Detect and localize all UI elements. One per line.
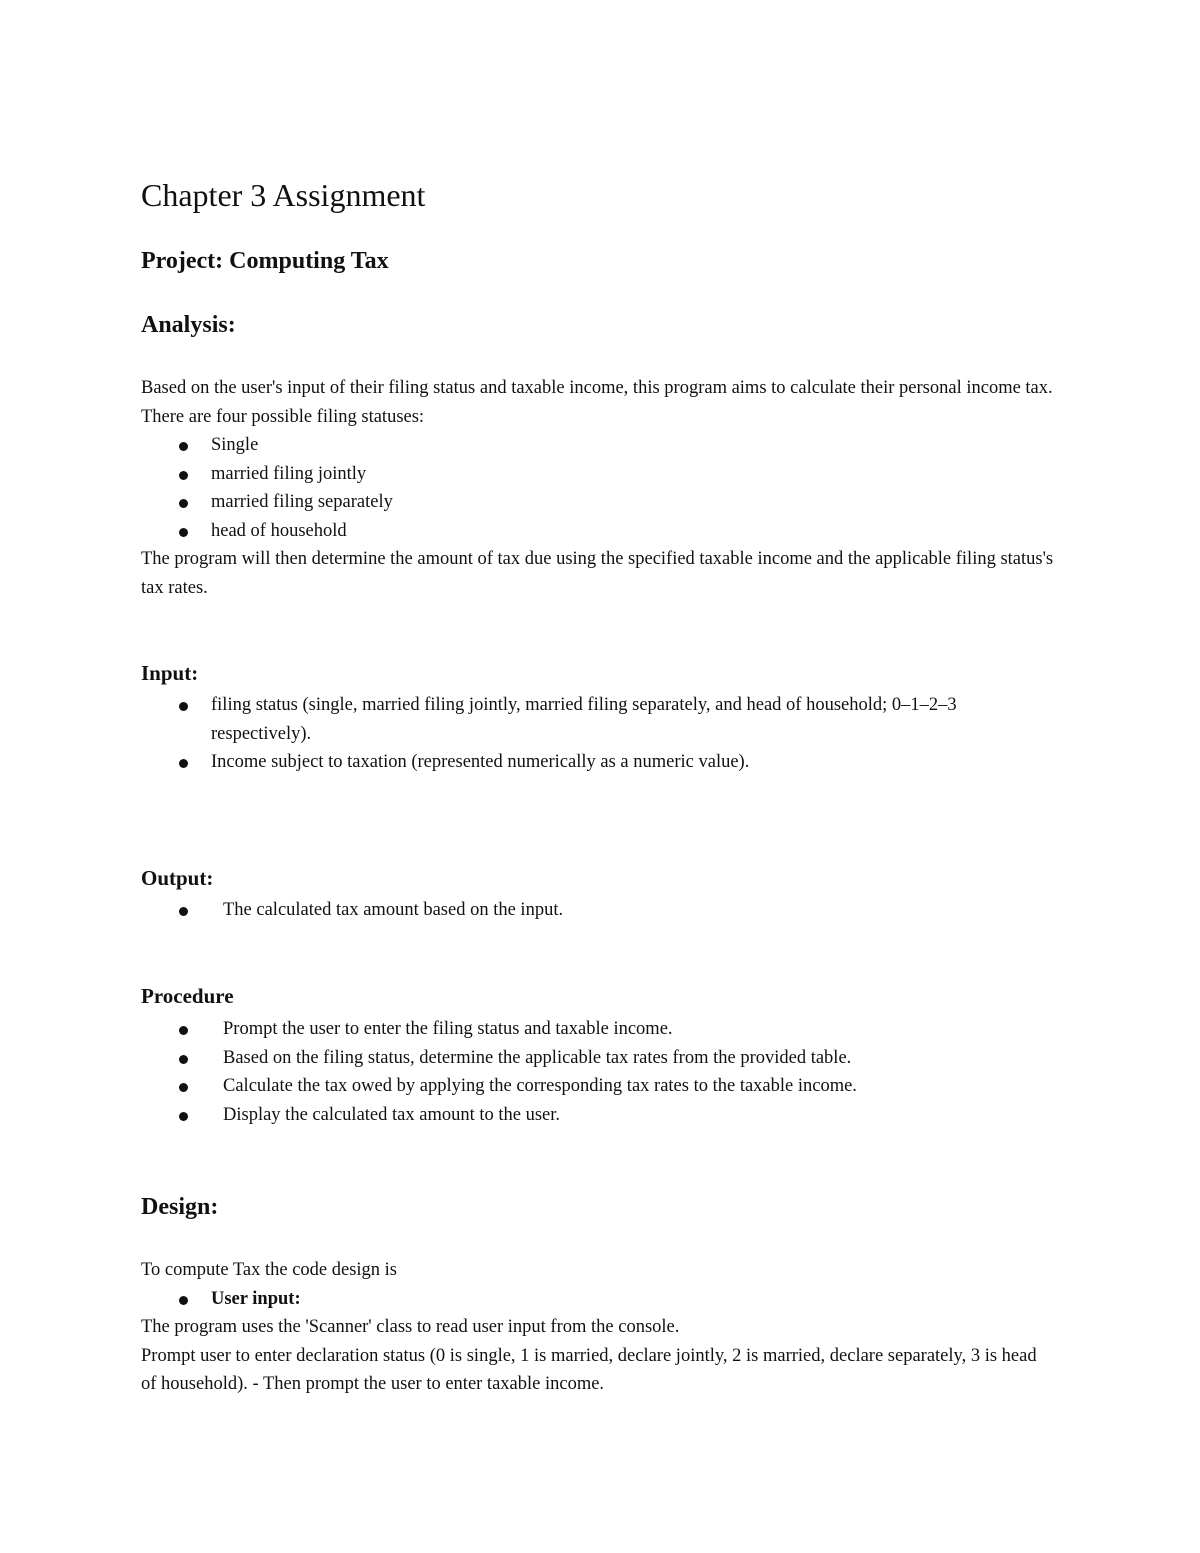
input-heading-text: Input bbox=[141, 661, 192, 685]
bullet-icon bbox=[179, 1083, 188, 1092]
output-heading-colon: : bbox=[206, 866, 214, 890]
input-list bbox=[141, 691, 1056, 777]
output-list bbox=[141, 896, 1056, 925]
procedure-heading bbox=[141, 982, 234, 1010]
analysis-heading bbox=[141, 310, 236, 340]
output-heading bbox=[141, 864, 213, 892]
bullet-icon bbox=[179, 1055, 188, 1064]
bullet-icon bbox=[179, 528, 188, 537]
list-item bbox=[141, 896, 1056, 925]
analysis-heading-text: Analysis bbox=[141, 312, 228, 338]
list-item-text: Income subject to taxation (represented numerically as a numeric value). bbox=[211, 752, 750, 772]
bullet-icon bbox=[179, 759, 188, 768]
list-item-text: User input: bbox=[211, 1288, 301, 1309]
design-section bbox=[141, 1256, 1056, 1399]
design-heading-text: Design: bbox=[141, 1194, 219, 1220]
analysis-paragraph-3: The program will then determine the amount of tax due using the specified taxable income and the applicable filing status's tax rates. bbox=[141, 549, 1054, 598]
list-item bbox=[141, 1285, 1056, 1314]
list-item-text: Calculate the tax owed by applying the corresponding tax rates to the taxable income. bbox=[223, 1076, 857, 1096]
procedure-list bbox=[141, 1015, 1056, 1129]
list-item bbox=[141, 488, 1056, 517]
bullet-icon bbox=[179, 471, 188, 480]
list-item-text: Display the calculated tax amount to the user. bbox=[223, 1104, 561, 1125]
filing-status-list bbox=[141, 431, 1056, 545]
project-name: Computing Tax bbox=[229, 248, 389, 274]
document-title: Chapter 3 Assignment bbox=[141, 177, 426, 213]
procedure-heading-text: Procedure bbox=[141, 984, 234, 1008]
list-item bbox=[141, 1044, 1056, 1073]
list-item-text: Prompt the user to enter the filing status and taxable income. bbox=[223, 1019, 673, 1039]
bullet-icon bbox=[179, 1112, 188, 1121]
list-item-text: married filing separately bbox=[211, 492, 393, 512]
list-item bbox=[141, 460, 1056, 489]
bullet-icon bbox=[179, 907, 188, 916]
list-item bbox=[141, 748, 1056, 777]
design-paragraph-2: Prompt user to enter declaration status (0 is single, 1 is married, declare jointly, 2 is married, declare separately, 3 is head of household). - Then prompt the user to enter taxable income. bbox=[141, 1345, 1037, 1394]
list-item bbox=[141, 1015, 1056, 1044]
list-item bbox=[141, 431, 1056, 460]
design-list bbox=[141, 1285, 1056, 1314]
project-label: Project: bbox=[141, 248, 224, 274]
design-intro: To compute Tax the code design is bbox=[141, 1260, 398, 1280]
input-section bbox=[141, 691, 1056, 777]
list-item bbox=[141, 1101, 1056, 1130]
bullet-icon bbox=[179, 702, 188, 711]
input-heading bbox=[141, 659, 198, 687]
list-item bbox=[141, 691, 1056, 748]
project-title bbox=[141, 246, 389, 276]
design-heading bbox=[141, 1192, 218, 1222]
list-item bbox=[141, 517, 1056, 546]
design-paragraph-1: The program uses the 'Scanner' class to read user input from the console. bbox=[141, 1317, 680, 1337]
list-item-text: head of household bbox=[211, 520, 347, 541]
bullet-icon bbox=[179, 1026, 188, 1035]
output-heading-text: Output bbox=[141, 866, 207, 890]
list-item-text: The calculated tax amount based on the input. bbox=[223, 900, 564, 920]
list-item-text: filing status (single, married filing jointly, married filing separately, and head of household; 0–1–2–3 respectively). bbox=[211, 695, 957, 744]
procedure-section bbox=[141, 1015, 1056, 1129]
analysis-heading-colon: : bbox=[227, 312, 236, 338]
list-item bbox=[141, 1072, 1056, 1101]
analysis-section bbox=[141, 374, 1056, 602]
bullet-icon bbox=[179, 1296, 188, 1305]
bullet-icon bbox=[179, 499, 188, 508]
input-heading-colon: : bbox=[191, 661, 199, 685]
bullet-icon bbox=[179, 442, 188, 451]
list-item-text: Single bbox=[211, 435, 259, 455]
list-item-text: married filing jointly bbox=[211, 463, 367, 484]
output-section bbox=[141, 896, 1056, 925]
analysis-paragraph-2: There are four possible filing statuses: bbox=[141, 406, 425, 427]
analysis-paragraph-1: Based on the user's input of their filing status and taxable income, this program aims to calculate their personal income tax. bbox=[141, 378, 1053, 398]
list-item-text: Based on the filing status, determine the applicable tax rates from the provided table. bbox=[223, 1047, 852, 1068]
